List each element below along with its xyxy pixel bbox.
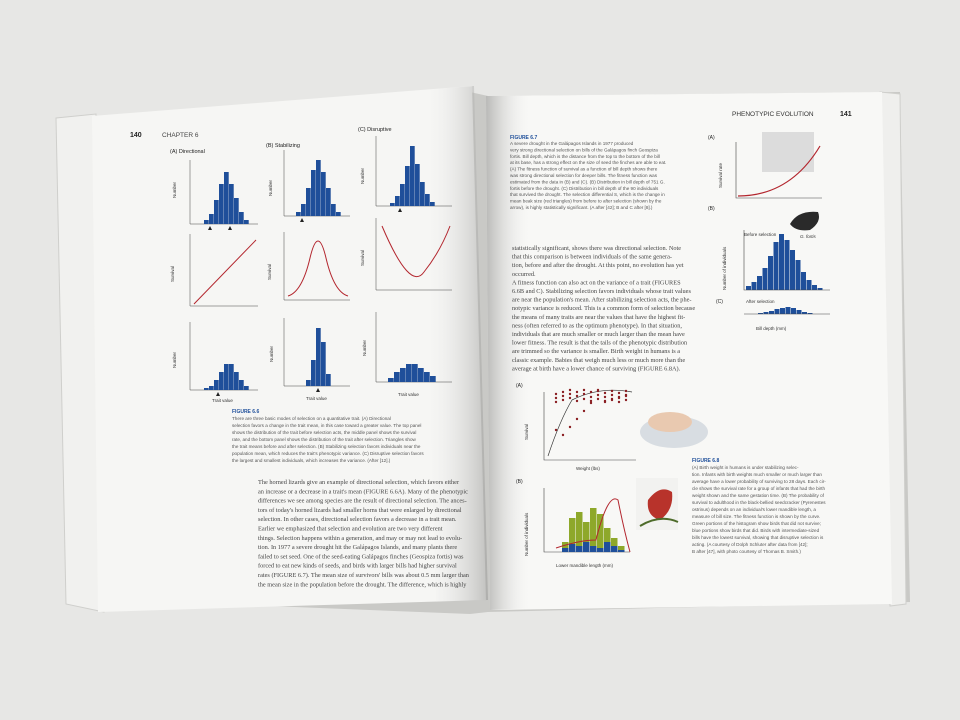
fig68a-point xyxy=(562,391,564,393)
left-body-line: things. Selection happens within a generation, and may or may not lead to evolu- xyxy=(258,534,463,542)
caption-6-6-line: the trait means before and after selection. (B) Stabilizing selection favors individuals near the xyxy=(232,444,421,449)
y-label-number-a: Number xyxy=(172,181,177,198)
fig68b-bar-survived xyxy=(604,542,611,552)
right-page-number: 141 xyxy=(840,111,852,118)
hist-bar-c-bot xyxy=(400,368,406,382)
hist-bar-a-top xyxy=(214,200,219,224)
left-body-line: the mean size in the population before the drought. The difference, which is highly xyxy=(258,581,467,589)
right-body-line: are near the population's mean. After stabilizing selection acts, the phe- xyxy=(512,296,692,304)
right-body-line: individuals that are much smaller or much larger than the mean have xyxy=(512,331,685,338)
right-body-line: ness (often referred to as the optimum phenotype). In that situation, xyxy=(512,322,682,330)
fig68b-bar-died xyxy=(618,546,625,550)
fig67b-bar xyxy=(757,276,762,290)
fig68a-point xyxy=(555,429,557,431)
caption-6-8-line: cle shows the survival rate for a group of infants that had the birth xyxy=(692,486,826,491)
caption-6-7-line: mean beak size (red triangles) from before to after selection (shown by the xyxy=(510,198,662,204)
right-body-line: tion, before and after the drought. At this point, no evolution has yet xyxy=(512,262,684,270)
fig68a-point xyxy=(555,397,557,399)
fig68a-point xyxy=(618,392,620,394)
caption-6-8-line: tion. Infants with birth weights much smaller or much larger than xyxy=(692,472,822,477)
right-body-line: occurred. xyxy=(512,270,536,278)
fig68a-point xyxy=(597,398,599,400)
fig67b-bar xyxy=(807,280,812,290)
hist-bar-a-top xyxy=(219,184,224,224)
caption-6-8-line: (A) Birth weight in humans is under stabilizing selec- xyxy=(692,465,799,470)
caption-6-7-line: A severe drought in the Galápagos Islands in 1977 produced xyxy=(510,141,634,146)
after-selection-label: After selection xyxy=(746,299,775,304)
left-body-line: forced to eat new kinds of seeds, and birds with larger bills had higher survival xyxy=(258,562,457,570)
fig68a-point xyxy=(569,393,571,395)
right-body-line: that this comparison is between individuals of the same genera- xyxy=(512,253,673,261)
caption-6-8-line: Green portions of the histogram show birds that did not survive; xyxy=(692,521,821,526)
y-label-number-a2: Number xyxy=(172,351,177,368)
fig68a-point xyxy=(625,394,627,396)
caption-6-6-line: population mean, which reduces the trait's phenotypic variance. (C) Disruptive selection favors xyxy=(232,451,424,456)
hist-bar-a-bot xyxy=(239,380,244,390)
hist-bar-c-bot xyxy=(394,372,400,382)
fig67b-bar xyxy=(812,285,817,290)
left-body-line: tion. In 1977 a severe drought hit the Galápagos Islands, and many plants there xyxy=(258,544,458,552)
caption-6-6-line: There are three basic modes of selection on a quantitative trait. (A) Directional xyxy=(232,416,391,421)
fig68a-point xyxy=(597,394,599,396)
fig67-panel-c: (C) xyxy=(716,299,723,305)
hist-bar-b-top xyxy=(336,212,341,216)
y-label-number-b2: Number xyxy=(269,345,274,362)
fig67c-bar xyxy=(780,308,785,314)
hist-bar-c-top xyxy=(390,203,395,206)
hist-bar-c-top xyxy=(415,164,420,206)
weight-label: Weight (lbs) xyxy=(576,466,600,471)
caption-6-8-line: measure of bill size. The fitness function is shown by the curve. xyxy=(692,514,821,519)
fig68b-bar-died xyxy=(604,528,611,542)
fig68a-point xyxy=(555,393,557,395)
survival-rate-label: Survival rate xyxy=(718,162,723,188)
left-body-line: differences we see among species are the result of directional selection. The ances- xyxy=(258,497,467,505)
caption-6-6-line: shows the distribution of the trait before selection acts, the middle panel shows the survival xyxy=(232,430,417,435)
fig67a-shaded-region xyxy=(762,132,814,172)
left-body-line: an increase or a decrease in a trait's mean (FIGURE 6.6A). Many of the phenotypic xyxy=(258,488,468,496)
fig67b-bar xyxy=(785,240,790,290)
fig67c-bar xyxy=(786,307,791,314)
caption-6-7-line: estimated from the data in (B) and (C). (B) Distribution in bill depth of 751 G. xyxy=(510,179,665,185)
hist-bar-a-top xyxy=(204,220,209,224)
fig68a-point xyxy=(604,396,606,398)
left-body-line: selection. In other cases, directional selection favors a decrease in a trait mean. xyxy=(258,516,457,524)
hist-bar-c-bot xyxy=(424,372,430,382)
fig68a-point xyxy=(576,391,578,393)
caption-6-6-line: selection favors a change in the trait mean, in this case toward a greater value. The top panel xyxy=(232,423,422,428)
hist-bar-b-top xyxy=(331,204,336,216)
fig67c-bar xyxy=(797,310,802,314)
fig67b-bar xyxy=(746,286,751,290)
hist-bar-c-bot xyxy=(412,364,418,382)
right-body-line: the means of many traits are near the values that have the highest fit- xyxy=(512,313,686,321)
hist-bar-a-top xyxy=(234,198,239,224)
fig68a-point xyxy=(611,394,613,396)
fig67b-bar xyxy=(801,272,806,290)
fig67c-bar xyxy=(775,309,780,314)
hist-bar-c-top xyxy=(430,202,435,206)
caption-6-7-line: that survived the drought. The selection differential S, which is the change in xyxy=(510,192,665,198)
caption-6-6-line: the largest and smallest individuals, which increases the variance. (After [12].) xyxy=(232,458,391,463)
fig68a-point xyxy=(583,393,585,395)
y-label-number-b: Number xyxy=(268,179,273,196)
fig68a-point xyxy=(604,400,606,402)
fig68a-point xyxy=(618,396,620,398)
hist-bar-c-bot xyxy=(430,376,436,382)
right-body-line: statistically significant, shows there was directional selection. Note xyxy=(512,245,682,252)
hist-bar-a-top xyxy=(224,172,229,224)
fig68b-bar-died xyxy=(611,538,618,546)
caption-6-7-line: very strong directional selection on bills of the Galápagos finch Geospiza xyxy=(510,147,658,153)
panel-a-title: (A) Directional xyxy=(170,149,205,155)
hist-bar-a-top xyxy=(229,184,234,224)
fig68a-point xyxy=(562,434,564,436)
fig68a-point xyxy=(562,399,564,401)
fig67c-bar xyxy=(791,308,796,314)
caption-6-7-line: arrow), is highly statistically significant. (A after [42]; B and C after [8].) xyxy=(510,205,653,210)
caption-6-8-line: bills have the lowest survival, showing that disruptive selection is xyxy=(692,535,824,540)
fig68a-point xyxy=(590,396,592,398)
fig67c-bar xyxy=(769,311,774,314)
fig68a-point xyxy=(618,401,620,403)
fig68a-point xyxy=(562,395,564,397)
hist-bar-b-top xyxy=(316,160,321,216)
hist-bar-c-top xyxy=(395,196,400,206)
hist-bar-c-top xyxy=(405,166,410,206)
fig68a-point xyxy=(590,391,592,393)
right-body-line: notypic variance is reduced. This is a common form of selection because xyxy=(512,305,696,313)
left-body-line: rates (FIGURE 6.7). The mean size of survivors' bills was about 0.5 mm larger than xyxy=(258,572,469,579)
y-label-number-c2: Number xyxy=(362,339,367,356)
fig67b-bar xyxy=(774,242,779,290)
bill-depth-label: Bill depth (mm) xyxy=(756,326,787,331)
hist-bar-c-bot xyxy=(388,378,394,382)
hist-bar-b-top xyxy=(296,212,301,216)
hist-bar-a-bot xyxy=(224,364,229,390)
fig68a-point xyxy=(611,390,613,392)
hist-bar-c-bot xyxy=(418,368,424,382)
fig68a-point xyxy=(625,399,627,401)
caption-6-8-line: B after [47], with photo courtesy of Thomas B. Smith.) xyxy=(692,549,801,554)
fig67b-bar xyxy=(796,260,801,290)
caption-6-7-line: fortis before the drought. (C) Distribution in bill depth of the 90 individuals xyxy=(510,185,659,191)
fig68a-point xyxy=(576,395,578,397)
x-label-trait-c: Trait value xyxy=(398,392,419,397)
fig68a-point xyxy=(604,392,606,394)
left-body-line: The horned lizards give an example of directional selection, which favors either xyxy=(258,479,460,486)
survival-label: Survival xyxy=(524,423,529,440)
fig68b-bar-survived xyxy=(618,550,625,552)
fig68b-bar-survived xyxy=(562,548,569,552)
fig68a-point xyxy=(590,400,592,402)
hist-bar-b-bot xyxy=(321,342,326,386)
hist-bar-c-top xyxy=(420,182,425,206)
caption-6-8-line: blue portions show birds that did. Birds with intermediate-sized xyxy=(692,528,820,533)
caption-6-7-label: FIGURE 6.7 xyxy=(510,135,538,141)
caption-6-8-line: average have a lower probability of surviving to 28 days. Each cir- xyxy=(692,479,826,484)
before-selection-label: Before selection xyxy=(744,232,777,237)
chapter-label: CHAPTER 6 xyxy=(162,132,199,139)
fig68b-bar-survived xyxy=(590,546,597,552)
hist-bar-a-bot xyxy=(244,386,249,390)
hist-bar-a-bot xyxy=(209,386,214,390)
fig68b-bar-survived xyxy=(611,546,618,552)
hist-bar-a-bot xyxy=(229,364,234,390)
fig68a-point xyxy=(555,401,557,403)
hist-bar-b-top xyxy=(326,188,331,216)
hist-bar-a-bot xyxy=(234,372,239,390)
y-label-survival-a: Survival xyxy=(170,265,175,282)
right-body-line: 6.6B and C). Stabilizing selection favors individuals whose trait values xyxy=(512,288,691,295)
fig67b-bar xyxy=(779,234,784,290)
fig68a-point xyxy=(583,389,585,391)
hist-bar-b-top xyxy=(321,172,326,216)
hist-bar-c-top xyxy=(400,184,405,206)
mandible-label: Lower mandible length (mm) xyxy=(556,563,614,568)
hist-bar-b-top xyxy=(311,170,316,216)
hist-bar-b-bot xyxy=(316,328,321,386)
fig68b-bar-survived xyxy=(576,546,583,552)
fig68a-point xyxy=(597,389,599,391)
fig67b-bar xyxy=(768,256,773,290)
hist-bar-b-bot xyxy=(326,374,331,386)
hist-bar-c-top xyxy=(425,194,430,206)
running-head: PHENOTYPIC EVOLUTION xyxy=(732,111,814,118)
fig67b-bar xyxy=(790,250,795,290)
y-label-survival-c: Survival xyxy=(360,249,365,266)
fig68a-point xyxy=(576,418,578,420)
caption-6-8-line: weight shown and the same gestation time. (B) The probability of xyxy=(692,493,824,498)
fig68b-bar-survived xyxy=(583,542,590,552)
fig68-panel-b: (B) xyxy=(516,479,523,485)
fig67b-bar xyxy=(763,268,768,290)
fig68a-point xyxy=(569,426,571,428)
fig68a-point xyxy=(583,410,585,412)
fig68a-point xyxy=(625,390,627,392)
right-body-line: lower fitness. The result is that the tails of the phenotypic distribution xyxy=(512,339,688,347)
x-label-trait-b: Trait value xyxy=(306,396,327,401)
hist-bar-b-bot xyxy=(306,380,311,386)
fig68b-bar-survived xyxy=(597,548,604,552)
left-body-line: Earlier we emphasized that selection and evolution are two very different xyxy=(258,525,443,533)
right-body-line: classic example. Babies that weigh much less or much more than the xyxy=(512,356,686,364)
hist-bar-a-top xyxy=(209,214,214,224)
fig68-panel-a: (A) xyxy=(516,383,523,389)
caption-6-7-line: (A) The fitness function of survival as a function of bill depth shows there xyxy=(510,166,658,172)
caption-6-7-line: was strong directional selection for deeper bills. The fitness function was xyxy=(510,173,657,178)
right-body-line: A fitness function can also act on the variance of a trait (FIGURES xyxy=(512,279,681,287)
caption-6-8-label: FIGURE 6.8 xyxy=(692,458,720,464)
fig68a-point xyxy=(576,400,578,402)
hist-bar-a-bot xyxy=(204,388,209,390)
right-body-text xyxy=(512,245,695,372)
y-label-number-c: Number xyxy=(360,167,365,184)
number-individuals-label: Number of individuals xyxy=(722,246,727,290)
panel-b-title: (B) Stabilizing xyxy=(266,143,300,149)
left-body-line: tors of today's horned lizards had smaller horns that were enlarged by directional xyxy=(258,506,462,514)
caption-6-8-line: ostrinus) depends on an individual's lower mandible length, a xyxy=(692,507,816,512)
panel-c-title: (C) Disruptive xyxy=(358,127,392,133)
right-body-line: average at birth have a lower chance of surviving (FIGURE 6.8A). xyxy=(512,365,681,373)
hist-bar-a-bot xyxy=(214,380,219,390)
caption-6-7-line: fortis. Bill depth, which is the distance from the top to the bottom of the bill xyxy=(510,153,660,159)
infant-photo xyxy=(648,412,692,432)
x-label-trait-a: Trait value xyxy=(212,398,233,403)
left-body-line: failed to set seed. One of the seed-eating Galápagos finches (Geospiza fortis) was xyxy=(258,553,464,561)
fig68a-point xyxy=(569,397,571,399)
fig68a-point xyxy=(583,398,585,400)
right-body-line: are trimmed so the variance is smaller. Birth weight in humans is a xyxy=(512,348,681,356)
hist-bar-b-top xyxy=(306,188,311,216)
hist-bar-c-top xyxy=(410,146,415,206)
hist-bar-b-bot xyxy=(311,360,316,386)
caption-6-6-line: rate, and the bottom panel shows the distribution of the trait after selection. Triangles show xyxy=(232,437,416,442)
fig67b-bar xyxy=(752,282,757,290)
hist-bar-a-top xyxy=(239,212,244,224)
fig67-panel-b: (B) xyxy=(708,206,715,212)
fig68a-point xyxy=(611,398,613,400)
fig68a-point xyxy=(569,389,571,391)
caption-6-7-line: at its base, has a strong effect on the size of seed the finches are able to eat. xyxy=(510,160,667,166)
caption-6-8-line: survival to adulthood in the black-bellied seedcracker (Pyrenestes xyxy=(692,500,826,505)
number-of-individuals-label: Number of individuals xyxy=(524,512,529,556)
fig68b-bar-died xyxy=(569,518,576,544)
caption-6-6-label: FIGURE 6.6 xyxy=(232,409,260,415)
fig68b-bar-died xyxy=(583,522,590,542)
hist-bar-c-bot xyxy=(406,364,412,382)
y-label-survival-b: Survival xyxy=(267,263,272,280)
caption-6-8-line: acting. (A courtesy of Dolph Schluter after data from [42]; xyxy=(692,542,808,547)
left-page-number: 140 xyxy=(130,132,142,139)
species-label: G. fortis xyxy=(800,234,816,239)
hist-bar-b-top xyxy=(301,204,306,216)
fig67-panel-a: (A) xyxy=(708,135,715,141)
hist-bar-a-bot xyxy=(219,372,224,390)
fig68b-bar-survived xyxy=(569,544,576,552)
hist-bar-a-top xyxy=(244,220,249,224)
